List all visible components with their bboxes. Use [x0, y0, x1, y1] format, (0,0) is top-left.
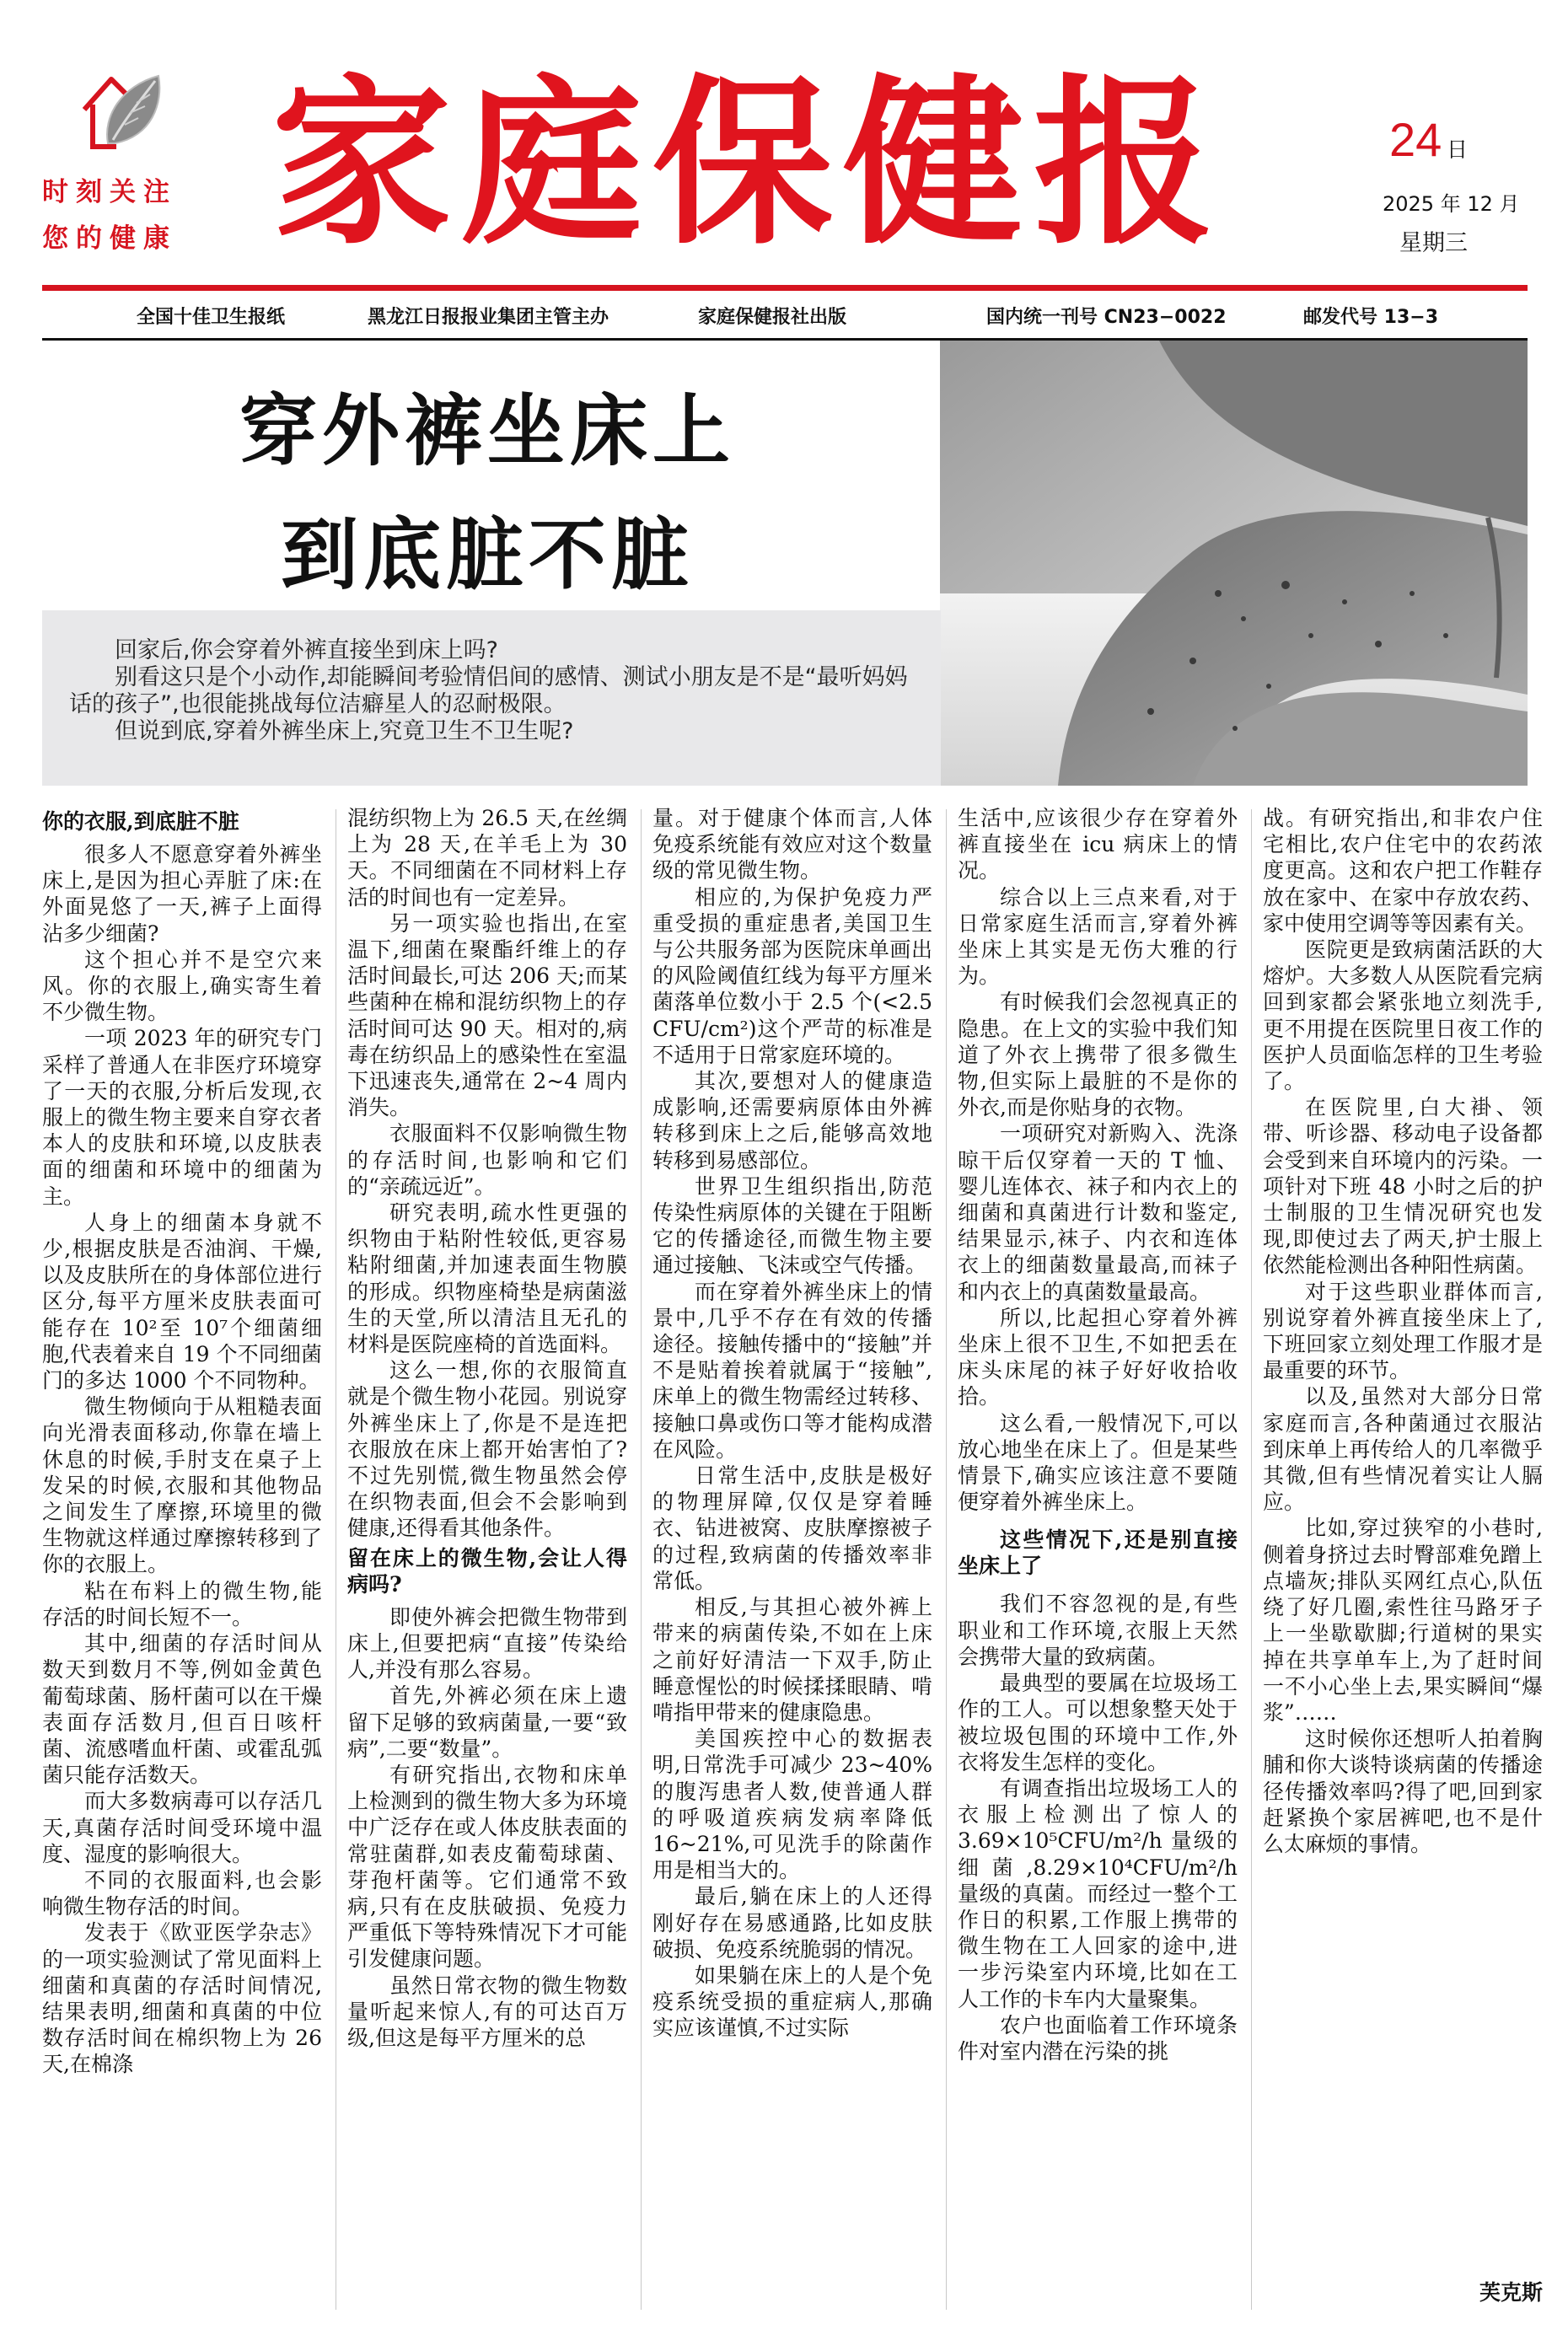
body-paragraph: 有时候我们会忽视真正的隐患。在上文的实验中我们知道了外衣上携带了很多微生物,但实际上最脏的不是你的外衣,而是你贴身的衣物。	[958, 990, 1238, 1120]
column-divider	[1251, 809, 1252, 2310]
body-paragraph: 微生物倾向于从粗糙表面向光滑表面移动,你靠在墙上休息的时候,手肘支在桌子上发呆的时候,衣服和其他物品之间发生了摩擦,环境里的微生物就这样通过摩擦转移到了你的衣服上。	[42, 1394, 322, 1577]
body-paragraph: 所以,比起担心穿着外裤坐床上很不卫生,不如把丢在床头床尾的袜子好好收拾收拾。	[958, 1305, 1238, 1409]
section-subheading: 这些情况下,还是别直接坐床上了	[958, 1527, 1238, 1579]
body-paragraph: 以及,虽然对大部分日常家庭而言,各种菌通过衣服沾到床单上再传给人的几率微乎其微,但有些情况着实让人膈应。	[1263, 1384, 1543, 1515]
body-paragraph: 有调查指出垃圾场工人的衣服上检测出了惊人的 3.69×10⁵CFU/m²/h 量级的细菌,8.29×10⁴CFU/m²/h 量级的真菌。而经过一整个工作日的积累,工作服上携带的微生物在工人回家的途中,进一步污染室内环境,比如在工人工作的卡车内大量聚集。	[958, 1775, 1238, 2011]
body-paragraph: 相应的,为保护免疫力严重受损的重症患者,美国卫生与公共服务部为医院床单画出的风险阈值红线为每平方厘米菌落单位数小于 2.5 个(<2.5 CFU/cm²)这个严苛的标准是不适用于日常家庭环境的。	[652, 884, 932, 1067]
continued-paragraph: 量。对于健康个体而言,人体免疫系统能有效应对这个数量级的常见微生物。	[652, 806, 932, 883]
body-paragraph: 最后,躺在床上的人还得刚好存在易感通路,比如皮肤破损、免疫系统脆弱的情况。	[652, 1884, 932, 1962]
body-paragraph: 日常生活中,皮肤是极好的物理屏障,仅仅是穿着睡衣、钻进被窝、皮肤摩擦被子的过程,致病菌的传播效率非常低。	[652, 1463, 932, 1593]
issue-weekday: 星期三	[1399, 230, 1468, 256]
body-paragraph: 另一项实验也指出,在室温下,细菌在聚酯纤维上的存活时间最长,可达 206 天;而某些菌种在棉和混纺织物上的存活时间可达 90 天。相对的,病毒在纺织品上的感染性在室温下迅速丧失,通常在 2~4 周内消失。	[347, 910, 627, 1120]
article-column-3	[652, 805, 932, 2306]
lead-intro-box	[42, 610, 941, 786]
body-paragraph: 农户也面临着工作环境条件对室内潜在污染的挑	[958, 2012, 1238, 2064]
body-paragraph: 医院更是致病菌活跃的大熔炉。大多数人从医院看完病回到家都会紧张地立刻洗手,更不用提在医院里日夜工作的医护人员面临怎样的卫生考验了。	[1263, 937, 1543, 1094]
body-paragraph: 一项研究对新购入、洗涤晾干后仅穿着一天的 T 恤、婴儿连体衣、袜子和内衣上的细菌和真菌进行计数和鉴定,结果显示,袜子、内衣和连体衣上的细菌数量最高,而袜子和内衣上的真菌数量最高。	[958, 1121, 1238, 1304]
continued-paragraph: 战。有研究指出,和非农户住宅相比,农户住宅中的农药浓度更高。这和农户把工作鞋存放在家中、在家中存放农药、家中使用空调等等因素有关。	[1263, 806, 1543, 936]
body-paragraph: 首先,外裤必须在床上遗留下足够的致病菌量,一要“致病”,二要“数量”。	[347, 1683, 627, 1761]
body-paragraph: 发表于《欧亚医学杂志》的一项实验测试了常见面料上细菌和真菌的存活时间情况,结果表明,细菌和真菌的中位数存活时间在棉织物上为 26 天,在棉涤	[42, 1920, 322, 2077]
continued-paragraph: 生活中,应该很少存在穿着外裤直接坐在 icu 病床上的情况。	[958, 806, 1238, 883]
column-divider	[641, 809, 642, 2310]
lead-paragraph: 回家后,你会穿着外裤直接坐到床上吗?	[115, 637, 498, 663]
person-sitting-on-bed-photo	[940, 341, 1528, 786]
article-column-5	[1263, 805, 1543, 2306]
issue-day: 24	[1389, 113, 1442, 166]
body-paragraph: 如果躺在床上的人是个免疫系统受损的重症病人,那确实应该谨慎,不过实际	[652, 1962, 932, 2041]
lead-intro-text	[69, 637, 921, 745]
body-paragraph: 这个担心并不是空穴来风。你的衣服上,确实寄生着不少微生物。	[42, 947, 322, 1025]
headline-line-1: 穿外裤坐床上	[239, 385, 735, 476]
body-paragraph: 虽然日常衣物的微生物数量听起来惊人,有的可达百万级,但这是每平方厘米的总	[347, 1973, 627, 2050]
body-paragraph: 粘在布料上的微生物,能存活的时间长短不一。	[42, 1578, 322, 1629]
issue-day-unit: 日	[1447, 137, 1469, 162]
body-paragraph: 综合以上三点来看,对于日常家庭生活而言,穿着外裤坐床上其实是无伤大雅的行为。	[958, 884, 1238, 989]
publication-info-bar	[42, 296, 1528, 335]
lead-paragraph: 但说到底,穿着外裤坐床上,究竟卫生不卫生呢?	[115, 718, 574, 744]
headline-line-2: 到底脏不脏	[280, 509, 694, 600]
author-byline: 芙克斯	[1473, 2279, 1543, 2306]
body-paragraph: 一项 2023 年的研究专门采样了普通人在非医疗环境穿了一天的衣服,分析后发现,衣服上的微生物主要来自穿衣者本人的皮肤和环境,以皮肤表面的细菌和环境中的细菌为主。	[42, 1026, 322, 1209]
body-paragraph: 对于这些职业群体而言,别说穿着外裤直接坐床上了,下班回家立刻处理工作服才是最重要的环节。	[1263, 1279, 1543, 1383]
slogan-line-2: 您的健康	[42, 223, 177, 254]
body-paragraph: 很多人不愿意穿着外裤坐床上,是因为担心弄脏了床:在外面晃悠了一天,裤子上面得沾多少细菌?	[42, 842, 322, 946]
lead-paragraph: 别看这只是个小动作,却能瞬间考验情侣间的感情、测试小朋友是不是“最听妈妈话的孩子”,也很能挑战每位洁癖星人的忍耐极限。	[69, 664, 908, 717]
body-paragraph: 美国疾控中心的数据表明,日常洗手可减少 23~40% 的腹泻患者人数,使普通人群的呼吸道疾病发病率降低 16~21%,可见洗手的除菌作用是相当大的。	[652, 1726, 932, 1883]
info-publisher: 家庭保健报社出版	[698, 307, 847, 328]
house-leaf-icon	[78, 66, 172, 150]
body-paragraph: 有研究指出,衣物和床单上检测到的微生物大多为环境中广泛存在或人体皮肤表面的常驻菌群,如表皮葡萄球菌、芽孢杆菌等。它们通常不致病,只有在皮肤破损、免疫力严重低下等特殊情况下才可能引发健康问题。	[347, 1762, 627, 1972]
body-paragraph: 我们不容忽视的是,有些职业和工作环境,衣服上天然会携带大量的致病菌。	[958, 1592, 1238, 1669]
body-paragraph: 人身上的细菌本身就不少,根据皮肤是否油润、干燥,以及皮肤所在的身体部位进行区分,每平方厘米皮肤表面可能存在 10²至 10⁷个细菌细胞,代表着来自 19 个不同细菌门的多达 1000 个不同物种。	[42, 1210, 322, 1393]
body-paragraph: 不同的衣服面料,也会影响微生物存活的时间。	[42, 1867, 322, 1919]
body-paragraph: 衣服面料不仅影响微生物的存活时间,也影响和它们的“亲疏远近”。	[347, 1121, 627, 1199]
newspaper-title: 家庭保健报	[271, 59, 1224, 269]
body-paragraph: 而大多数病毒可以存活几天,真菌存活时间受环境中温度、湿度的影响很大。	[42, 1789, 322, 1866]
column-divider	[946, 809, 947, 2310]
info-award: 全国十佳卫生报纸	[137, 307, 286, 328]
info-postal-code: 邮发代号 13−3	[1303, 307, 1439, 328]
body-paragraph: 比如,穿过狭窄的小巷时,侧着身挤过去时臀部难免蹭上点墙灰;排队买网红点心,队伍绕了好几圈,索性往马路牙子上一坐歇歇脚;行道树的果实掉在共享单车上,为了赶时间一不小心坐上去,果实瞬间“爆浆”……	[1263, 1516, 1543, 1725]
body-paragraph: 这么看,一般情况下,可以放心地坐在床上了。但是某些情景下,确实应该注意不要随便穿着外裤坐床上。	[958, 1410, 1238, 1515]
body-paragraph: 其中,细菌的存活时间从数天到数月不等,例如金黄色葡萄球菌、肠杆菌可以在干燥表面存活数月,但百日咳杆菌、流感嗜血杆菌、或霍乱弧菌只能存活数天。	[42, 1631, 322, 1788]
body-paragraph: 世界卫生组织指出,防范传染性病原体的关键在于阻断它的传播途径,而微生物主要通过接触、飞沫或空气传播。	[652, 1173, 932, 1278]
body-paragraph: 这么一想,你的衣服简直就是个微生物小花园。别说穿外裤坐床上了,你是不是连把衣服放在床上都开始害怕了?不过先别慌,微生物虽然会停在织物表面,但会不会影响到健康,还得看其他条件。	[347, 1358, 627, 1541]
slogan-line-1: 时刻关注	[42, 177, 177, 207]
continued-paragraph: 混纺织物上为 26.5 天,在丝绸上为 28 天,在羊毛上为 30 天。不同细菌在不同材料上存活的时间也有一定差异。	[347, 806, 627, 910]
article-column-1	[42, 805, 322, 2306]
info-publisher-group: 黑龙江日报报业集团主管主办	[368, 307, 609, 328]
issue-year-month: 2025 年 12 月	[1383, 192, 1520, 216]
article-column-4	[958, 805, 1238, 2306]
body-paragraph: 而在穿着外裤坐床上的情景中,几乎不存在有效的传播途径。接触传播中的“接触”并不是贴着挨着就属于“接触”,床单上的微生物需经过转移、接触口鼻或伤口等才能构成潜在风险。	[652, 1279, 932, 1462]
section-subheading: 你的衣服,到底脏不脏	[42, 809, 239, 834]
body-paragraph: 最典型的要属在垃圾场工作的工人。可以想象整天处于被垃圾包围的环境中工作,外衣将发生怎样的变化。	[958, 1671, 1238, 1774]
body-paragraph: 其次,要想对人的健康造成影响,还需要病原体由外裤转移到床上之后,能够高效地转移到易感部位。	[652, 1069, 932, 1173]
body-paragraph: 这时候你还想听人拍着胸脯和你大谈特谈病菌的传播途径传播效率吗?得了吧,回到家赶紧换个家居裤吧,也不是什么太麻烦的事情。	[1263, 1726, 1543, 1856]
body-paragraph: 研究表明,疏水性更强的织物由于粘附性较低,更容易粘附细菌,并加速表面生物膜的形成。织物座椅垫是病菌滋生的天堂,所以清洁且无孔的材料是医院座椅的首选面料。	[347, 1200, 627, 1357]
body-paragraph: 相反,与其担心被外裤上带来的病菌传染,不如在上床之前好好清洁一下双手,防止睡意惺忪的时候揉揉眼睛、啃啃指甲带来的健康隐患。	[652, 1595, 932, 1725]
masthead-red-rule	[42, 285, 1528, 291]
article-column-2	[347, 805, 627, 2306]
section-subheading: 留在床上的微生物,会让人得病吗?	[347, 1545, 627, 1597]
body-paragraph: 在医院里,白大褂、领带、听诊器、移动电子设备都会受到来自环境内的污染。一项针对下班 48 小时之后的护士制服的卫生情况研究也发现,即使过去了两天,护士服上依然能检测出各种阳性病菌。	[1263, 1095, 1543, 1278]
info-serial-number: 国内统一刊号 CN23−0022	[986, 307, 1227, 328]
body-paragraph: 即使外裤会把微生物带到床上,但要把病“直接”传染给人,并没有那么容易。	[347, 1604, 627, 1683]
